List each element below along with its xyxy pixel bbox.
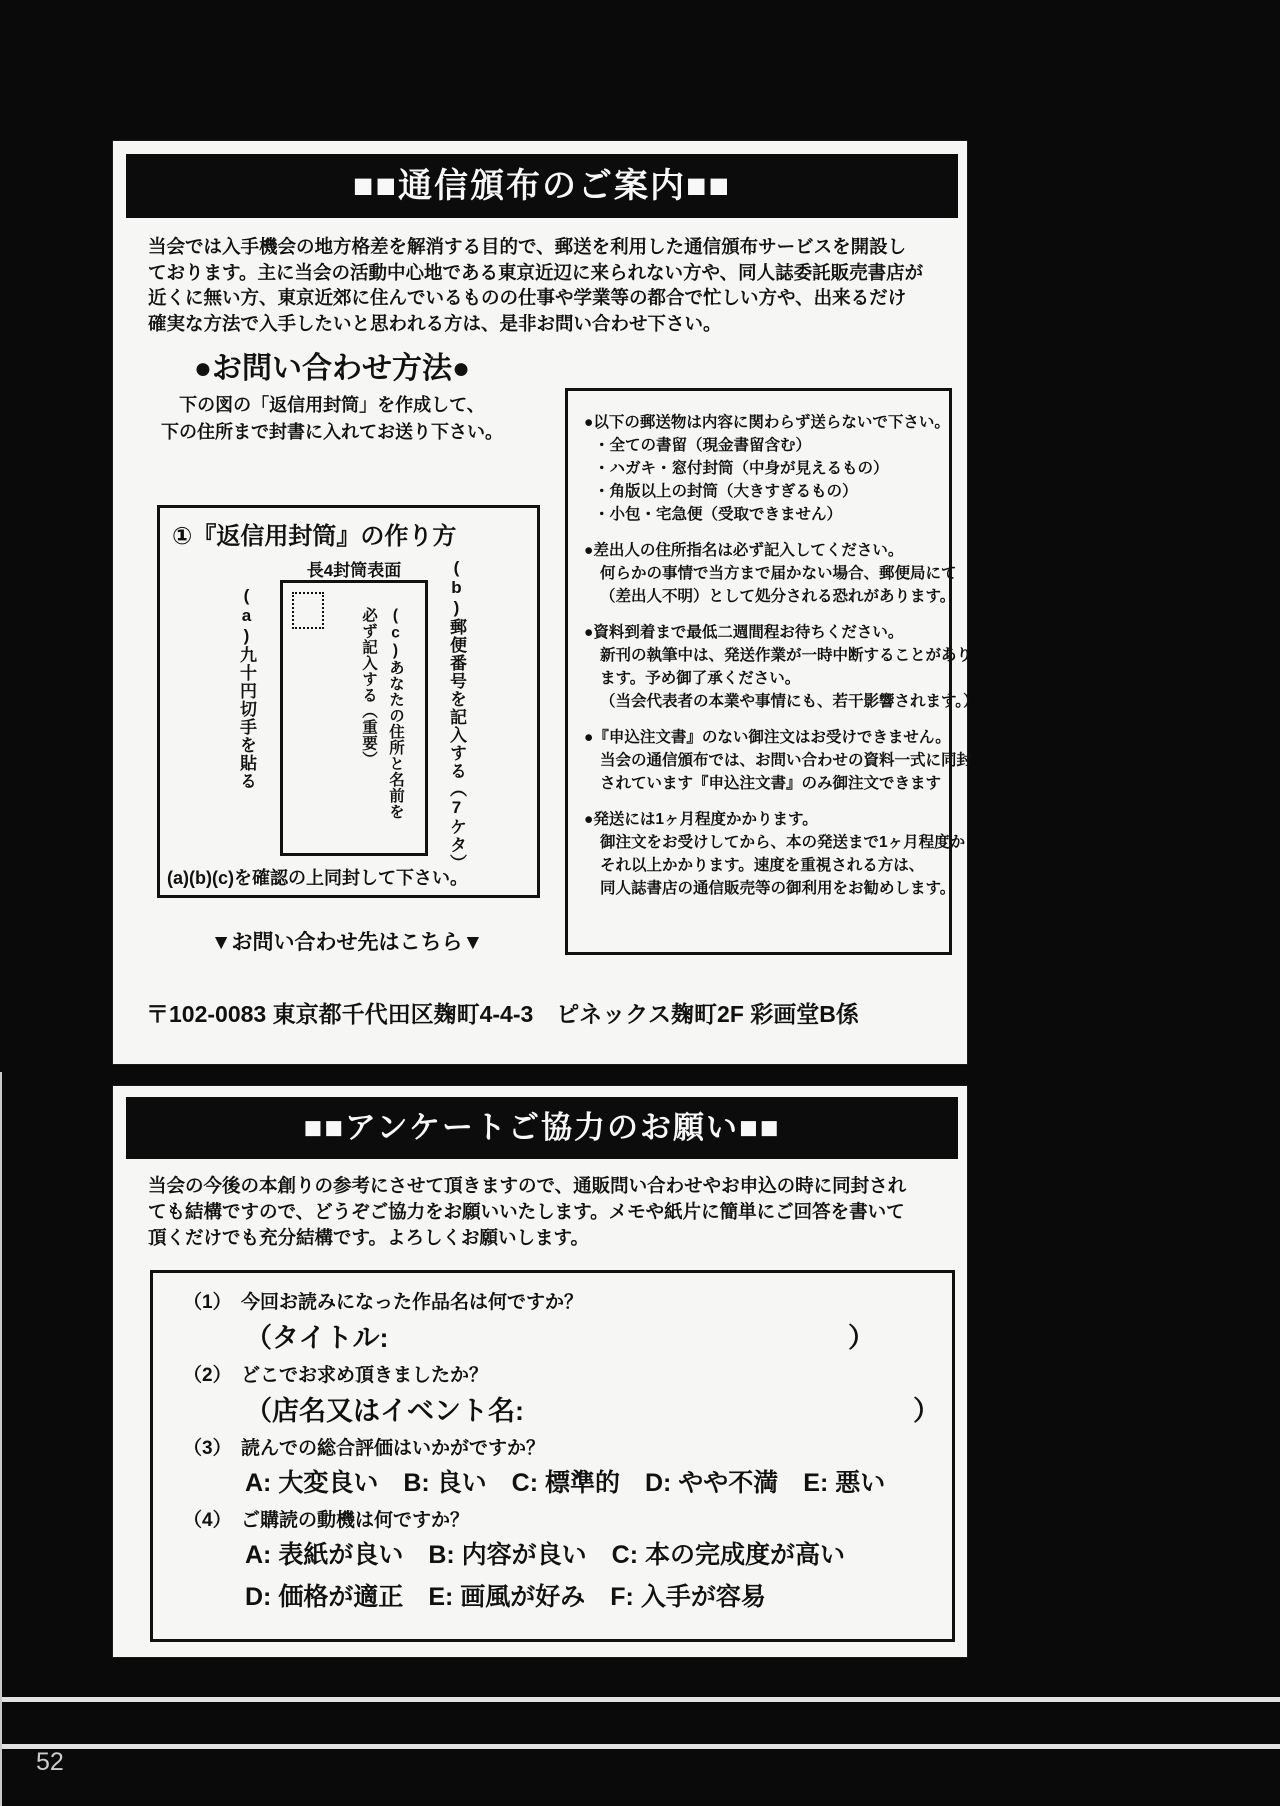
envelope-label-address <box>355 607 409 842</box>
envelope-label-address-col2: 必ず記入する（重要） <box>360 607 377 767</box>
intro-line: ております。主に当会の活動中心地である東京近辺に来られない方や、同人誌委託販売書店が <box>148 261 924 283</box>
intro-line: 頂くだけでも充分結構です。よろしくお願いします。 <box>148 1227 590 1248</box>
note-line: ・小包・宅急便（受取できません） <box>594 506 843 523</box>
question-number: （3） <box>183 1438 232 1459</box>
question-number: （1） <box>183 1292 232 1313</box>
note-line: ・ハガキ・窓付封筒（中身が見えるもの） <box>594 460 889 477</box>
survey-question-3 <box>183 1435 934 1462</box>
left-edge-scan-line <box>0 1072 2 1806</box>
note-line: それ以上かかります。速度を重視される方は、 <box>600 857 925 874</box>
survey-options-4-line2: D: 価格が適正 E: 画風が好み F: 入手が容易 <box>245 1583 766 1611</box>
stamp-placeholder-box <box>292 592 324 629</box>
question-number: （4） <box>183 1510 232 1531</box>
note-title: ●資料到着まで最低二週間程お待ちください。 <box>584 624 904 641</box>
intro-line: 近くに無い方、東京近郊に住んでいるものの仕事や学業等の都合で忙しい方や、出来るだけ <box>148 287 907 308</box>
survey-options-3: A: 大変良い B: 良い C: 標準的 D: やや不満 E: 悪い <box>245 1469 886 1497</box>
page-number: 52 <box>36 1748 64 1776</box>
answer-prefix: （タイトル: <box>245 1323 389 1353</box>
contact-method-line: 下の図の「返信用封筒」を作成して、 <box>179 395 485 415</box>
note-line: （差出人不明）として処分される恐れがあります。 <box>600 588 956 605</box>
survey-answer-2 <box>245 1392 940 1430</box>
survey-answer-1 <box>245 1319 875 1357</box>
mailing-note <box>584 726 973 795</box>
envelope-label-stamp: (a)九十円切手を貼る <box>237 586 256 790</box>
contact-pointer: ▼お問い合わせ先はこちら▼ <box>210 931 484 954</box>
note-line: （当会代表者の本業や事情にも、若干影響されます。） <box>600 693 979 710</box>
answer-prefix: （店名又はイベント名: <box>245 1396 524 1426</box>
survey-questions-box <box>150 1270 955 1642</box>
note-line: 御注文をお受けしてから、本の発送まで1ヶ月程度か <box>600 834 966 851</box>
survey-question-2 <box>183 1362 934 1389</box>
note-title: ●以下の郵送物は内容に関わらず送らないで下さい。 <box>584 414 950 431</box>
envelope-figure-subtitle: 長4封筒表面 <box>306 561 402 580</box>
contact-method-line: 下の住所まで封書に入れてお送り下さい。 <box>161 422 503 442</box>
mail-order-info-panel <box>112 140 979 1065</box>
note-line: 同人誌書店の通信販売等の御利用をお勧めします。 <box>600 880 956 897</box>
envelope-label-address-col1: (c)あなたの住所と名前を <box>387 607 404 820</box>
question-text: どこでお求め頂きましたか？ <box>241 1365 489 1386</box>
intro-line: 当会では入手機会の地方格差を解消する目的で、郵送を利用した通信頒布サービスを開設し <box>148 236 907 257</box>
bottom-stripe-1 <box>0 1697 1280 1702</box>
survey-question-4 <box>183 1507 934 1534</box>
contact-method-heading: ●お問い合わせ方法● <box>193 352 471 385</box>
envelope-label-postcode: (b)郵便番号を記入する（7ケタ） <box>447 558 466 872</box>
question-text: ご購読の動機は何ですか？ <box>241 1510 470 1531</box>
note-line: されています『申込注文書』のみ御注文できます <box>600 775 942 792</box>
question-text: 読んでの総合評価はいかがですか？ <box>241 1438 546 1459</box>
mailing-note <box>584 411 950 526</box>
answer-suffix: ） <box>848 1323 875 1353</box>
mailing-address: 〒102-0083 東京都千代田区麹町4-4-3 ピネックス麹町2F 彩画堂B係 <box>146 1001 859 1027</box>
intro-line: 確実な方法で入手したいと思われる方は、是非お問い合わせ下さい。 <box>148 312 722 334</box>
mailing-note <box>584 539 957 608</box>
bottom-stripe-2 <box>0 1744 1280 1749</box>
survey-request-panel <box>112 1085 968 1658</box>
note-title: ●『申込注文書』のない御注文はお受けできません。 <box>584 729 951 746</box>
survey-options-4-line1: A: 表紙が良い B: 内容が良い C: 本の完成度が高い <box>245 1541 845 1569</box>
envelope-figure-title: ①『返信用封筒』の作り方 <box>172 523 457 550</box>
mailing-note <box>584 621 979 713</box>
intro-line: ても結構ですので、どうぞご協力をお願いいたします。メモや紙片に簡単にご回答を書いて <box>148 1201 905 1222</box>
note-line: 当会の通信頒布では、お問い合わせの資料一式に同封 <box>600 752 973 769</box>
note-line: 何らかの事情で当方まで届かない場合、郵便局にて <box>600 565 957 582</box>
intro-line: 当会の今後の本創りの参考にさせて頂きますので、通販問い合わせやお申込の時に同封され <box>148 1175 907 1196</box>
note-line: ・全ての書留（現金書留含む） <box>594 437 812 454</box>
note-line: 新刊の執筆中は、発送作業が一時中断することがあり <box>600 647 973 664</box>
mail-order-header: ■■通信頒布のご案内■■ <box>126 154 958 218</box>
survey-intro <box>148 1173 948 1251</box>
reply-envelope-figure <box>157 505 540 898</box>
survey-question-1 <box>183 1289 934 1316</box>
mailing-note <box>584 808 966 900</box>
note-line: ます。予め御了承ください。 <box>600 670 801 687</box>
note-title: ●差出人の住所指名は必ず記入してください。 <box>584 542 904 559</box>
survey-header: ■■アンケートご協力のお願い■■ <box>126 1097 958 1159</box>
envelope-figure-footer: (a)(b)(c)を確認の上同封して下さい。 <box>167 868 468 888</box>
question-text: 今回お読みになった作品名は何ですか？ <box>241 1292 584 1313</box>
note-line: ・角版以上の封筒（大きすぎるもの） <box>594 483 858 500</box>
answer-suffix: ） <box>913 1396 940 1426</box>
mailing-notes-box <box>565 388 979 955</box>
envelope-diagram <box>280 580 428 856</box>
question-number: （2） <box>183 1365 232 1386</box>
mail-order-intro <box>148 234 948 336</box>
note-title: ●発送には1ヶ月程度かかります。 <box>584 811 818 828</box>
